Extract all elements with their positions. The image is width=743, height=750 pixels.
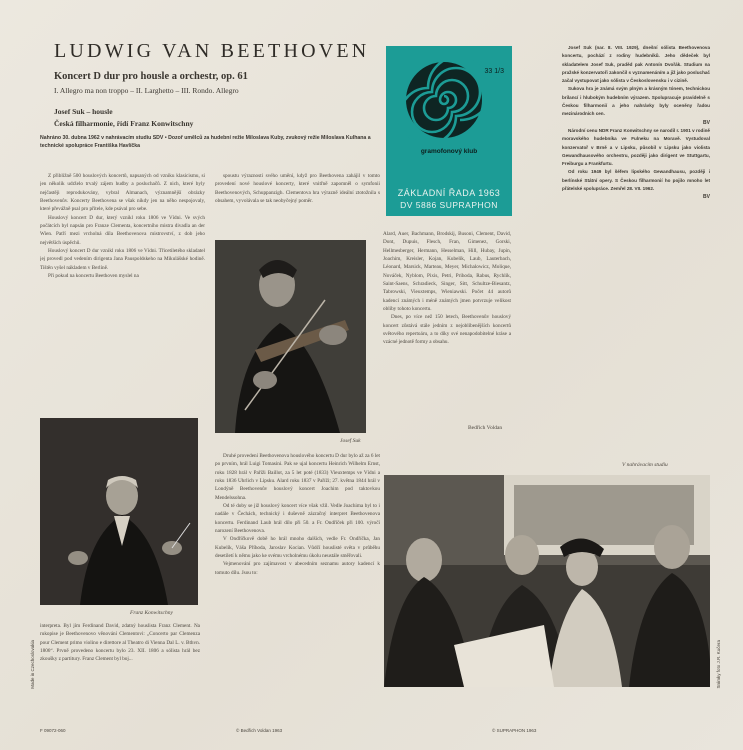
text-column-3 [383, 230, 511, 420]
paragraph: Vejmenování pro zajímavost v abecedním seznamu autory kadencí k tomuto dílu. Jsou to: [215, 561, 380, 576]
series-line2: DV 5886 SUPRAPHON [400, 200, 498, 210]
orchestra: Česká filharmonie, řídí Franz Konwitschny [54, 119, 194, 128]
paragraph: Od roku 1949 byl šéfem lipského Gewandhausu, později i berlínské Státní opery. S Českou filharmonií ho pojilo mnoho let přátelské spolupráce. Zemřel 28. VII. 1962. [562, 169, 710, 192]
signature-bv: BV [703, 194, 710, 201]
club-logo [386, 46, 512, 216]
paragraph: Sukova hra je známá svým plným a krásným tónem, technickou brilancí i hlubokým hudebním výrazem. Spolupracuje pravidelně s Českou filharmonií a jeho nahrávky byly oceněny řadou mezinárodních cen. [562, 86, 710, 117]
photo-credit: Snímky foto J.R. Kučera [716, 640, 721, 689]
signature-bv: BV [703, 119, 710, 126]
series-line1: ZÁKLADNÍ ŘADA 1963 [397, 188, 501, 198]
paragraph: interpreta. Byl jím Ferdinand David, zdatný houslista Franz Clement. Na rukopise je Beethovenovo věnování Clementovi: „Concerto par Clemenza pour Clement primo violino e direttore al Theatro di Vienna Dal L. v. Bthvn. 1806“. Prvně provedeno koncertu bylo 23. XII. 1806 a sólista hrál bez zkoušky z partitury. Franz Clement byl boj... [40, 623, 200, 663]
copyright-author: © Bedřich Voldan 1963 [236, 728, 283, 733]
catalog-number: F 09072-060 [40, 728, 66, 733]
photo-recording-studio [384, 475, 710, 687]
photo-franz-konwitschny [40, 418, 198, 605]
text-column-4 [562, 44, 710, 410]
paragraph: Dnes, po více než 150 letech, Beethovenův houslový koncert zůstává stále jedním z nejoblíbenějších koncertů světového repertoáru, a to díky své nenapodobitelné kráse a vzácné jednotě formy a obsahu. [383, 314, 511, 346]
work-title: Koncert D dur pro housle a orchestr, op. 61 [54, 71, 248, 82]
copyright-label: © SUPRAPHON 1963 [492, 728, 537, 733]
text-column-1-bottom [40, 622, 200, 718]
paragraph: Houslový koncert D dur, který vznikl roku 1806 ve Vídni. Ve svých počátcích byl napsán pro Franze Clementa, koncertního mistra divadla an der Wien. Patří mezi vrcholná díla Beethovenova mistrovství, z dob jeho největších úspěchů. [40, 214, 205, 246]
paragraph: Alard, Auer, Bachmann, Brodskij, Busoni, Clement, David, Dont, Dupuis, Flesch, Fran, Gimenez, Gorski, Hellmesberger, Hermann, Hesselman, Hill, Hubay, Jupin, Joachim, Kreisler, Kojan, Kubelík, Laub, Lauterbach, Léonard, Marsick, Marteau, Meyer, Michalowicz, Molique, Nováček, Nyblom, Pixis, Petri, Prihoda, Rabus, Rychlik, Saint-Saens, Schradieck, Singer, Sitt, Schultze-Biesantz, Tabrowski, Vieuxtemps, Wieniawski. Počet 44 autorů kadencí známých i méně známých jmen potvrzuje velikost obliby tohoto koncertu. [383, 231, 511, 313]
speed-label: 33 1/3 [484, 68, 504, 75]
composer-title: LUDWIG VAN BEETHOVEN [54, 40, 370, 62]
signature-voldan: Bedřich Voldan [468, 425, 503, 431]
caption-suk: Josef Suk [340, 438, 361, 444]
paragraph: Od té doby se již houslový koncert více však vžil. Vedle Joachima byl to i nadále v Čechách, technický i duševně zázračný interpret Beethovenova koncertu. Ferdinand Laub hrál dílo při 50. a Fr. Ondříček při 100. výročí narození Beethovenova. [215, 503, 380, 535]
paragraph: Druhé provedení Beethovenova houslového koncertu D dur bylo až za 6 let po prvním, hrál Luigi Tomasini. Pak se ujal koncertu Heinrich Wilhelm Ernst, roku 1828 hrál v Paříži Baillot, za 5 let poté (1833) Vieuxtemps ve Vídni a roku 1836 Uhrlich v Lipsku. Alard roku 1837 v Paříži; 27. května 1844 hrál v Londýně Beethovenův houslový koncert Joachim pod taktovkou Mendelssohna. [215, 453, 380, 501]
paragraph: Z přibližně 500 houslových koncertů, napsaných od vzniku klasicismu, si jen několik udrželo trvalý zájem hudby a posluchačů. Z nich, které byly nejčastěji reprodukovány, vybral Almanach, významnější obrázky Beethovenův. Koncerty Beethovena se však nikdy jen na něho nespojovaly, které převážně psal pro přítele, kde psával pro sebe. [40, 173, 205, 213]
paragraph: spoustu výraznosti svého umění, když pro Beethovena zahájil v tomto provedení nové houslové koncerty, které vnitřně zapomněl o symfonii Beethovenových, Schuppanzigh. Clementova hra výrazně ideální ztotožnila s obsahem, vyvolávala se tak neobyčejný poměr. [215, 173, 380, 205]
club-name: gramofonový klub [420, 148, 478, 155]
paragraph: Josef Suk (nar. 8. VIII. 1929), dnešní sólista Beethovenova koncertu, pochází z rodiny hudebníků. Jeho dědeček byl skladatelem Josef Suk, praděd pak Antonín Dvořák. Studium na pražské konzervatoři zakončil s vyznamenáním a již jako posluchač začal vystupovat jako sólista v Československu i v cizině. [562, 45, 710, 84]
recording-note: Nahráno 30. dubna 1962 v nahrávacím studiu SDV • Dozoř umělců za hudební režie Miloslava Kuby, zvukový režie Miloslava Kulhana a technické spolupráce Františka Havlíčka [40, 135, 371, 149]
paragraph: V Ondříčkově době ho hrál mnoho dalších, vedle Fr. Ondříčka, Jan Kubelík, Váša Příhoda, Jaroslav Kocian. Vůdčí houslisté světa v průběhu desetiletí k němu jako ke svému vrcholnému úkolu neustále směřovali. [215, 536, 380, 560]
caption-studio: V nahrávacím studiu [622, 462, 668, 468]
photo-josef-suk [215, 240, 366, 433]
movements: I. Allegro ma non troppo – II. Larghetto – III. Rondo. Allegro [54, 86, 239, 95]
paragraph: Národní cenu NDR Franz Konwitschny se narodil r. 1901 v rodině moravského hudebníka ve Fulneku na Moravě. Vystudoval konzervatoř v Brně a v Lipsku, působil v Lipsku jako violista Gewandhausového orchestru, později jako dirigent ve Stuttgartu, Freiburgu a Frankfurtu. [562, 127, 710, 167]
record-spiral-icon [404, 60, 484, 140]
paragraph: Houslový koncert D dur vznikl roku 1806 ve Vídni. Třicetiletého skladatel jej provedl pod vedením dirigenta Jana Pauspoldskeho na Mikulášské hodině. Tištěn vyšel nákladem v Berlíně. [40, 248, 205, 271]
text-column-2-bottom [215, 452, 380, 720]
soloist: Josef Suk – housle [54, 107, 113, 116]
paragraph: Při pokud na koncertu Beethoven myslel na [48, 273, 139, 280]
text-column-1 [40, 172, 205, 407]
text-column-2-top [215, 172, 380, 232]
caption-konwitschny: Franz Konwitschny [130, 610, 173, 616]
printed-in: Made in Czechoslovakia [30, 640, 35, 689]
